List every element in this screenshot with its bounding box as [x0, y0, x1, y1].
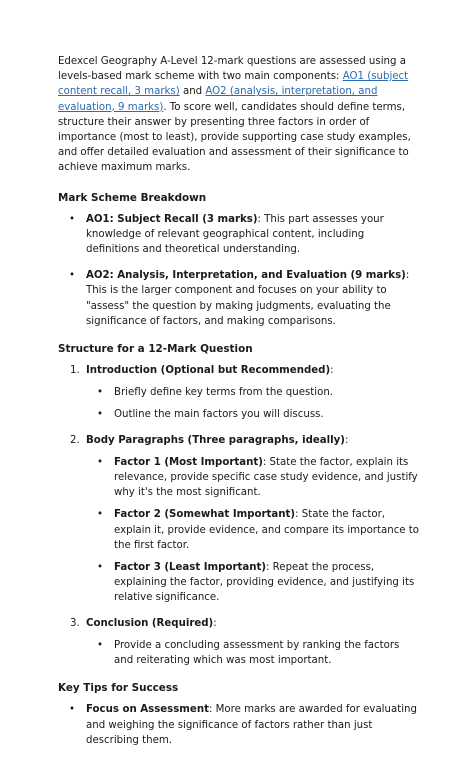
sub-list [86, 638, 420, 668]
numbered-item-text: : [330, 365, 334, 377]
sub-list-item [86, 560, 420, 606]
document-page [58, 54, 420, 761]
mark-scheme-list [58, 212, 420, 329]
numbered-item-title: Conclusion (Required) [86, 617, 214, 629]
bullet-icon: • [97, 639, 104, 651]
sub-list-item-title: Factor 1 (Most Important) [114, 456, 263, 468]
bullet-icon: • [97, 387, 104, 399]
sub-list-item-text: Outline the main factors you will discuss. [114, 409, 324, 421]
sub-list [86, 385, 420, 422]
list-item-title: AO1: Subject Recall (3 marks) [86, 213, 258, 225]
intro-text-before: Edexcel Geography A-Level 12-mark questions are assessed using a levels-based mark scheme with two main components: [58, 56, 406, 83]
sub-list-item-text: : Repeat the process, explaining the factor, providing evidence, and justifying its relative significance. [114, 562, 415, 604]
sub-list-item [86, 638, 420, 668]
bullet-icon: • [97, 409, 104, 421]
numbered-item-title: Introduction (Optional but Recommended) [86, 365, 331, 377]
bullet-icon: • [97, 456, 104, 468]
item-number: 3. [70, 617, 80, 629]
item-number: 2. [70, 434, 80, 446]
numbered-item [58, 433, 420, 606]
tips-section [58, 681, 420, 748]
bullet-icon: • [69, 213, 76, 225]
numbered-item-text: : [344, 434, 349, 446]
ao2-link[interactable]: AO2 (analysis, interpretation, and evaluation, 9 marks) [58, 86, 378, 113]
numbered-item [58, 363, 420, 423]
bullet-icon: • [97, 509, 104, 521]
sub-list-item [86, 407, 420, 422]
sub-list-item [86, 455, 420, 501]
mark-scheme-section [58, 191, 420, 329]
list-item [58, 702, 420, 748]
structure-list [58, 363, 420, 668]
sub-list-item [86, 385, 420, 400]
bullet-icon: • [69, 270, 76, 282]
bullet-icon: • [69, 704, 76, 716]
intro-paragraph [58, 54, 420, 176]
list-item-text: : This part assesses your knowledge of relevant geographical content, including definitions and theoretical understanding. [86, 213, 384, 256]
numbered-item-title: Body Paragraphs (Three paragraphs, ideally) [86, 434, 345, 446]
list-item-text: : More marks are awarded for evaluating and weighing the significance of factors rather than just describing them. [86, 704, 417, 746]
sub-list-item-text: Briefly define key terms from the question. [114, 387, 334, 399]
numbered-item [58, 616, 420, 669]
list-item [58, 268, 420, 329]
sub-list [86, 455, 420, 606]
tips-list [58, 702, 420, 748]
list-item [58, 212, 420, 258]
item-number: 1. [70, 365, 80, 377]
sub-list-item-title: Factor 3 (Least Important) [114, 562, 267, 574]
sub-list-item-text: : State the factor, explain its relevance, provide specific case study evidence, and justify why it's the most significant. [114, 456, 418, 499]
intro-text-after: . To score well, candidates should define terms, structure their answer by presenting three factors in order of importance (most to least), provide supporting case study examples, and offer detailed evaluation and assessment of their significance to achieve maximum marks. [58, 101, 411, 174]
list-item-title: Focus on Assessment [86, 704, 209, 716]
list-item-text: : This is the larger component and focuses on your ability to "assess" the question by making judgments, evaluating the significance of factors, and making comparisons. [86, 270, 410, 327]
mark-scheme-heading: Mark Scheme Breakdown [58, 191, 207, 204]
sub-list-item-title: Factor 2 (Somewhat Important) [114, 509, 296, 521]
list-item-title: AO2: Analysis, Interpretation, and Evaluation (9 marks) [86, 270, 406, 282]
sub-list-item [86, 507, 420, 553]
sub-list-item-text: : State the factor, explain it, provide evidence, and compare its importance to the first factor. [114, 509, 420, 551]
sub-list-item-text: Provide a concluding assessment by ranking the factors and reiterating which was most important. [114, 639, 400, 667]
structure-section [58, 342, 420, 668]
tips-heading: Key Tips for Success [58, 682, 179, 695]
intro-text-between: and [179, 86, 206, 98]
ao1-link[interactable]: AO1 (subject content recall, 3 marks) [58, 71, 409, 98]
numbered-item-text: : [213, 617, 217, 629]
structure-heading: Structure for a 12-Mark Question [58, 343, 253, 356]
bullet-icon: • [97, 562, 104, 574]
